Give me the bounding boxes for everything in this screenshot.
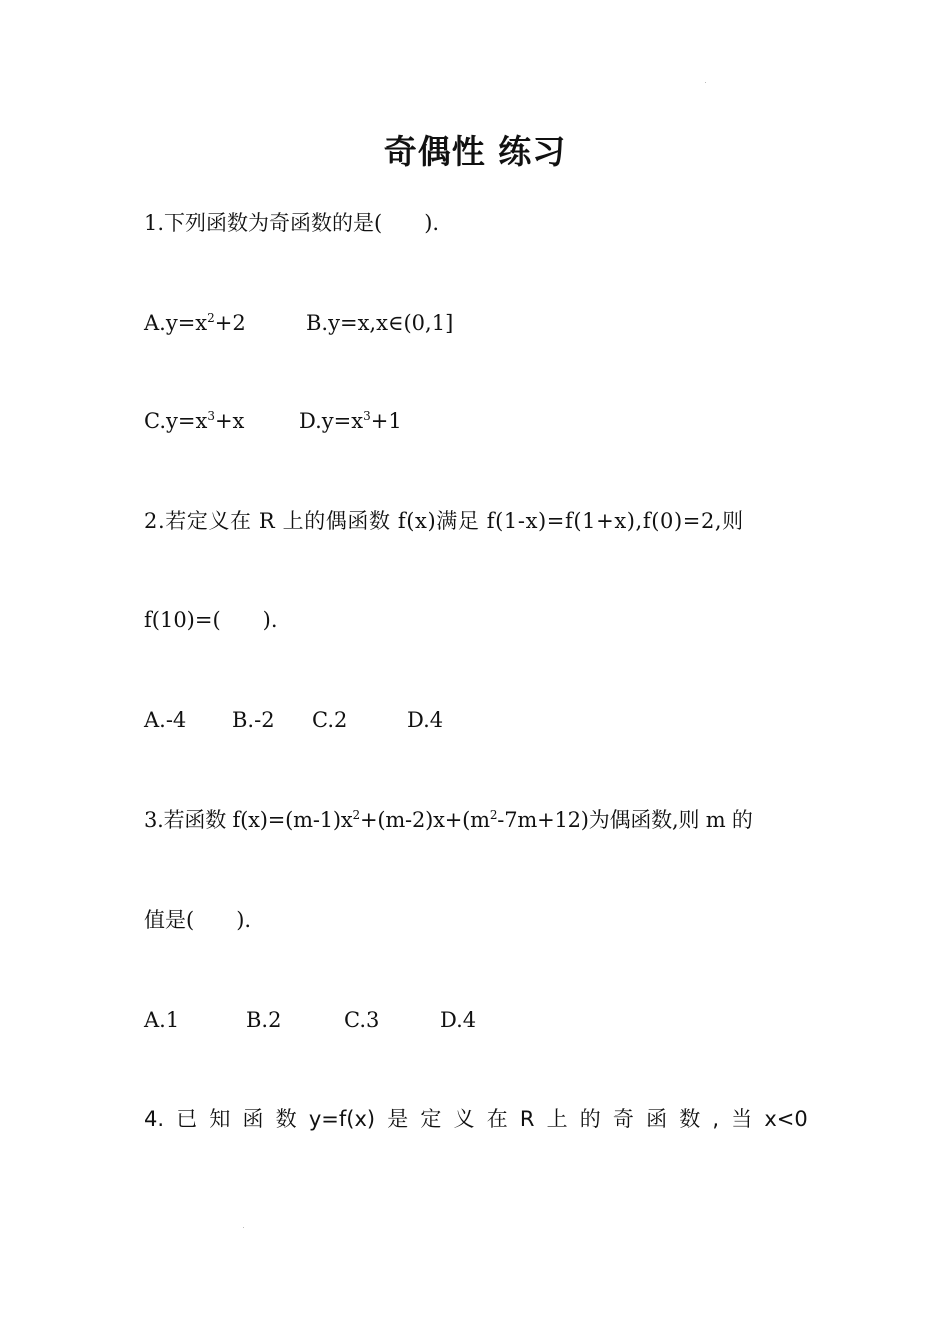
question-3-option-b: B.2 [246, 1008, 282, 1032]
question-2-line-2: f(10)=( ). [144, 608, 278, 632]
question-4-word: 上 [546, 1107, 568, 1131]
question-4-word: 奇 [612, 1107, 634, 1131]
question-3-line-1 [144, 805, 808, 835]
question-4-word: 数 [679, 1107, 701, 1131]
question-3-option-c: C.3 [344, 1008, 380, 1032]
option-a-tail: +2 [214, 311, 246, 335]
page-title: 奇偶性 练习 [383, 132, 567, 171]
option-a-text: A.y=x [144, 311, 208, 335]
question-3-text-b: +(m-2)x+(m [359, 808, 490, 832]
question-4-word: 数 [275, 1107, 297, 1131]
question-4-word: 函 [646, 1107, 668, 1131]
question-2-option-d: D.4 [407, 708, 444, 732]
option-c-text: C.y=x [144, 409, 208, 433]
question-2-line-1: 2.若定义在 R 上的偶函数 f(x)满足 f(1-x)=f(1+x),f(0)=2,则 [144, 509, 744, 533]
option-a-exponent: 2 [207, 311, 215, 325]
question-3-options [144, 1005, 808, 1035]
question-2-option-a: A.-4 [144, 708, 187, 732]
question-1-stem [144, 208, 808, 238]
question-2-option-c: C.2 [312, 708, 348, 732]
question-4-word: 在 [486, 1107, 508, 1131]
option-c-exponent: 3 [207, 409, 215, 423]
question-4-word: 知 [209, 1107, 231, 1131]
question-4-word: 当 [731, 1107, 753, 1131]
question-4-word: R [519, 1107, 535, 1131]
question-3-option-a: A.1 [144, 1008, 180, 1032]
question-1-option-b: B.y=x,x∈(0,1] [306, 311, 454, 335]
option-d-exponent: 3 [363, 409, 371, 423]
question-1-option-a [144, 308, 306, 338]
question-3-exponent-1: 2 [352, 808, 360, 822]
option-d-text: D.y=x [299, 409, 364, 433]
question-4-word: x<0 [764, 1107, 808, 1131]
question-1-text: 1.下列函数为奇函数的是( ). [144, 211, 440, 235]
question-4-word: 函 [242, 1107, 264, 1131]
question-3-exponent-2: 2 [489, 808, 498, 822]
question-4-line-1 [144, 1104, 808, 1134]
scan-speck [243, 1227, 244, 1228]
question-4-word: , [712, 1107, 720, 1131]
question-1-options-ab [144, 308, 808, 338]
question-1-option-c [144, 406, 299, 436]
question-4-word: 定 [420, 1107, 442, 1131]
question-3-option-d: D.4 [440, 1008, 477, 1032]
question-3-text-a: 3.若函数 f(x)=(m-1)x [144, 808, 353, 832]
question-4-word: 是 [387, 1107, 409, 1131]
question-4-word: 已 [176, 1107, 198, 1131]
option-c-tail: +x [214, 409, 245, 433]
question-4-word: y=f(x) [308, 1107, 376, 1131]
question-4-word: 义 [453, 1107, 475, 1131]
question-1-options-cd [144, 406, 808, 436]
question-3-text-c: -7m+12)为偶函数,则 m 的 [497, 808, 753, 832]
question-2-option-b: B.-2 [232, 708, 275, 732]
question-2-options [144, 705, 808, 735]
scan-speck [705, 82, 706, 83]
question-3-line-2: 值是( ). [144, 908, 252, 932]
question-1-option-d [299, 406, 402, 436]
question-4-word: 4. [144, 1107, 165, 1131]
option-d-tail: +1 [370, 409, 402, 433]
question-4-word: 的 [579, 1107, 601, 1131]
